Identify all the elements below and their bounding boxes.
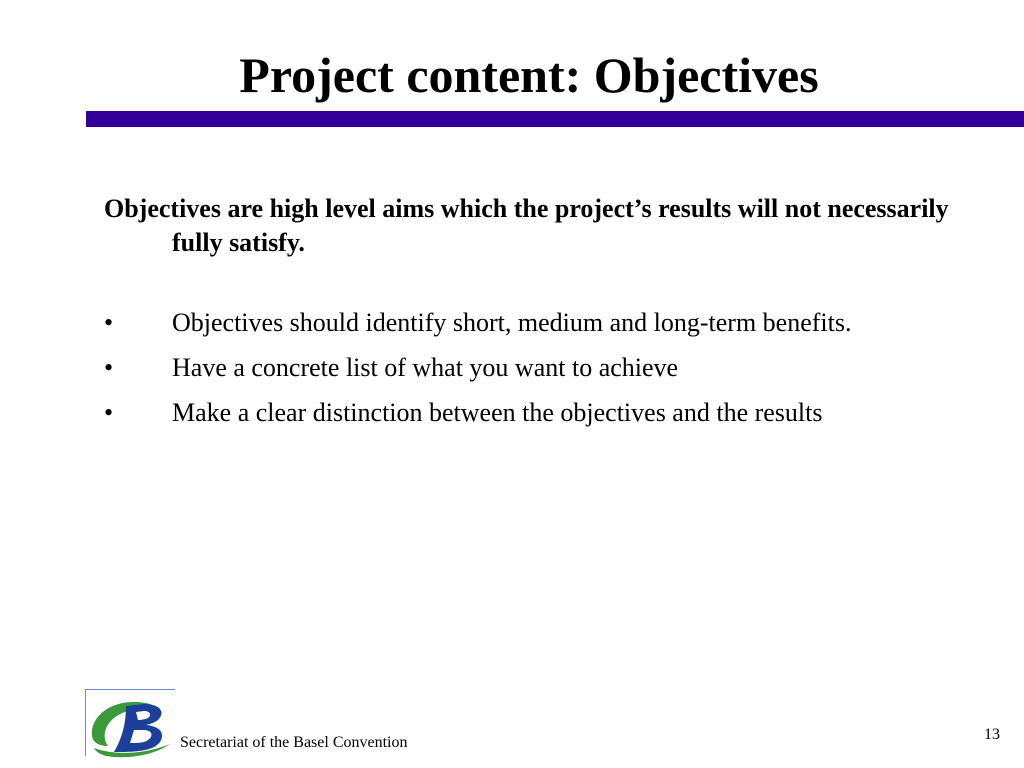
bullet-icon: • — [104, 353, 114, 382]
slide-body — [104, 192, 984, 441]
bullet-list — [104, 306, 984, 430]
bullet-item — [104, 306, 984, 340]
page-number: 13 — [984, 726, 1000, 743]
slide-title: Project content: Objectives — [239, 47, 819, 103]
bullet-text: Make a clear distinction between the objectives and the results — [172, 398, 823, 427]
footer-organization: Secretariat of the Basel Convention — [180, 734, 408, 751]
bullet-item — [104, 351, 984, 385]
bullet-item — [104, 396, 984, 430]
title-underline-bar — [86, 111, 1024, 127]
lead-paragraph: Objectives are high level aims which the project’s results will not necessarily fully satisfy. — [104, 194, 949, 257]
footer-frame-top — [85, 689, 175, 690]
bullet-text: Objectives should identify short, medium and long-term benefits. — [172, 308, 852, 337]
bullet-icon: • — [104, 398, 114, 427]
bullet-icon: • — [104, 308, 114, 337]
basel-convention-logo-icon — [86, 692, 178, 758]
bullet-text: Have a concrete list of what you want to achieve — [172, 353, 679, 382]
